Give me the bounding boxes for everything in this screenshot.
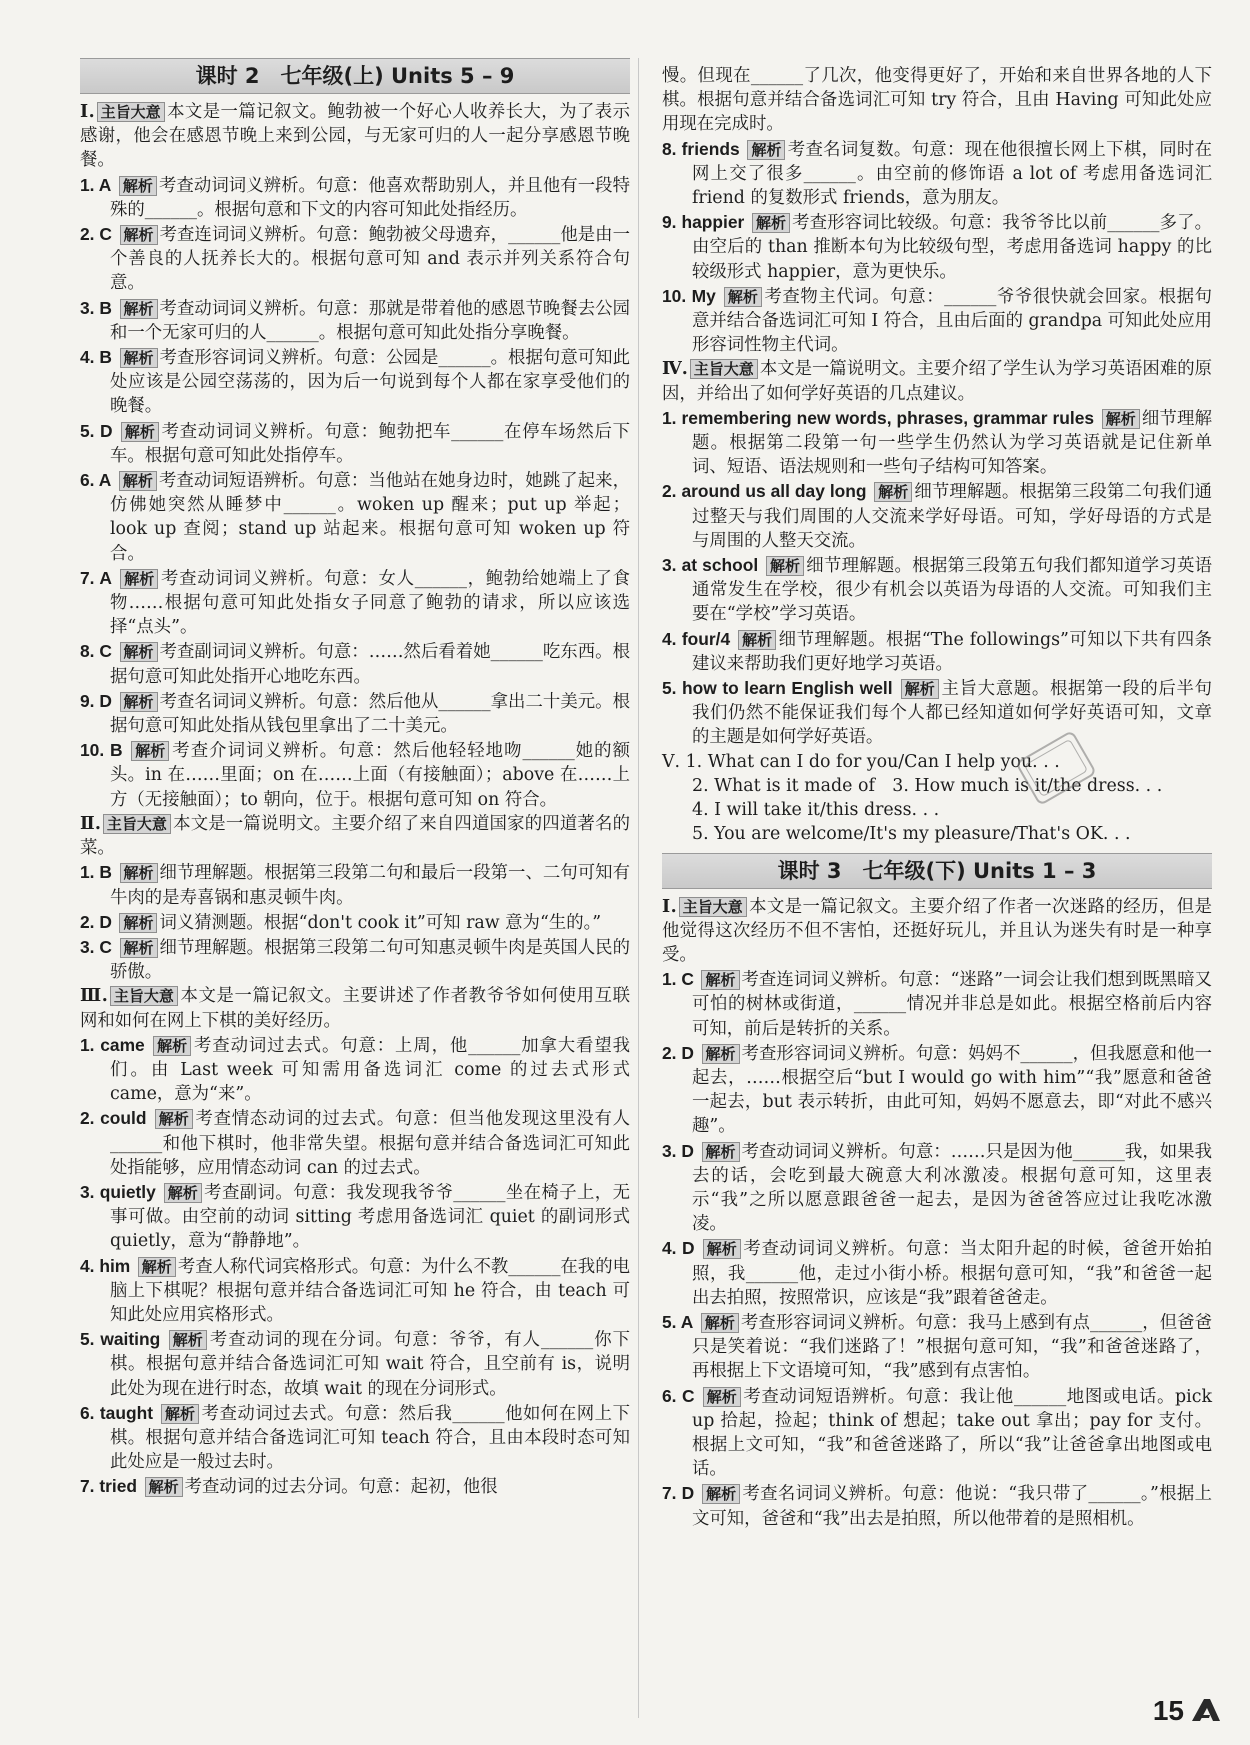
tag-label: 解析: [702, 1484, 740, 1504]
section-text: 本文是一篇说明文。主要介绍了学生认为学习英语困难的原因，并给出了如何学好英语的几点建议。: [662, 359, 1212, 404]
section-roman: Ⅳ.: [662, 359, 688, 380]
answer-explanation: 考查情态动词的过去式。句意：但当他发现这里没有人______和他下棋时，他非常失望。根据句意并结合备选词汇可知此处指能够，应用情态动词 can 的过去式。: [110, 1109, 630, 1178]
tag-label: 主旨大意: [690, 359, 758, 379]
column-divider: [638, 58, 639, 1718]
answer-key: 1. C: [662, 969, 694, 990]
answer-key: 1. remembering new words, phrases, grammar rules: [662, 407, 1095, 428]
right-column: [662, 64, 1212, 1531]
tag-label: 解析: [724, 287, 762, 307]
answer-item: [662, 479, 1212, 553]
answer-key: 1. came: [80, 1034, 145, 1055]
answer-explanation: 考查动词词义辨析。句意：鲍勃把车______在停车场然后下车。根据句意可知此处指停车。: [110, 421, 630, 466]
answer-explanation: 考查形容词词义辨析。句意：妈妈不______，但我愿意和他一起去，……根据空后“but I would go with him”“我”愿意和爸爸一起去，but 表示转折，由此可知，妈妈不愿意去，即“对此不感兴趣”。: [692, 1043, 1212, 1137]
answer-explanation: 考查动词词义辨析。句意：女人______，鲍勃给她端上了食物……根据句意可知此处指女子同意了鲍勃的请求，所以应该选择“点头”。: [110, 568, 630, 638]
left-column: [80, 58, 630, 1500]
answer-key: 4. B: [80, 347, 112, 368]
page-number: 15: [1152, 1695, 1184, 1726]
answer-explanation: 考查动词词义辨析。句意：他喜欢帮助别人，并且他有一段特殊的______。根据句意和下文的内容可知此处指经历。: [110, 175, 630, 220]
answer-key: 5. waiting: [80, 1329, 161, 1350]
answer-item: [80, 860, 630, 909]
section-intro: [662, 895, 1212, 968]
answer-explanation: 考查动词词义辨析。句意：那就是带着他的感恩节晚餐去公园和一个无家可归的人______。根据句意可知此处指分享晚餐。: [110, 298, 630, 343]
answer-key: 7. D: [662, 1483, 695, 1504]
tag-label: 解析: [703, 1239, 741, 1259]
answer-explanation: 细节理解题。根据第三段第二句可知惠灵顿牛肉是英国人民的骄傲。: [110, 937, 630, 983]
section-roman: Ⅱ.: [80, 813, 101, 834]
tag-label: 解析: [703, 1387, 741, 1407]
brand-triangle-icon: [1190, 1697, 1222, 1723]
tag-label: 主旨大意: [97, 102, 165, 122]
answer-explanation: 考查形容词比较级。句意：我爷爷比以前______多了。由空后的 than 推断本句为比较级句型，考虑用备选词 happy 的比较级形式 happier，意为更快乐。: [692, 213, 1212, 282]
answer-item: [662, 676, 1212, 750]
answer-explanation: 考查名词词义辨析。句意：然后他从______拿出二十美元。根据句意可知此处指从钱包里拿出了二十美元。: [110, 691, 630, 737]
tag-label: 解析: [874, 482, 912, 502]
answer-key: 9. happier: [662, 212, 745, 233]
answer-key: 3. C: [80, 936, 112, 957]
tag-label: 解析: [138, 1257, 176, 1277]
tag-label: 解析: [120, 938, 158, 958]
answer-item: [80, 1327, 630, 1401]
answer-key: 6. A: [80, 470, 112, 491]
dialogue-answer-line: 5. You are welcome/It's my pleasure/That's OK. . .: [692, 824, 1131, 845]
answer-explanation: 考查介词词义辨析。句意：然后他轻轻地吻______她的额头。in 在……里面；on 在……上面（有接触面）；above 在……上方（无接触面）；to 朝向，位于。根据句意可知 on 符合。: [110, 741, 630, 810]
answer-explanation: 考查动词过去式。句意：上周，他______加拿大看望我们。由 Last week 可知需用备选词汇 come 的过去式形式 came，意为“来”。: [110, 1035, 630, 1105]
answer-key: 5. D: [80, 420, 113, 441]
section-text: 本文是一篇记叙文。鲍勃被一个好心人收养长大，为了表示感谢，他会在感恩节晚上来到公园，与无家可归的人一起分享感恩节晚餐。: [80, 102, 630, 171]
answer-key: 6. taught: [80, 1402, 153, 1423]
answer-explanation: 考查动词短语辨析。句意：当他站在她身边时，她跳了起来，仿佛她突然从睡梦中______。woken up 醒来；put up 举起；look up 查阅；stand up 站起来。根据句意可知 woken up 符合。: [110, 471, 630, 564]
dialogue-answer-line: 2. What is it made of 3. How much is it/the dress. . .: [692, 775, 1163, 796]
answer-key: 2. D: [80, 911, 112, 932]
section-roman: Ⅰ.: [80, 102, 95, 122]
answer-explanation: 考查物主代词。句意：______爷爷很快就会回家。根据句意并结合备选词汇可知 I 符合，且由后面的 grandpa 可知此处应用形容词性物主代词。: [692, 286, 1213, 356]
answer-key: 10. My: [662, 285, 716, 306]
answer-item: [80, 566, 630, 640]
answer-item: [80, 1254, 630, 1328]
answer-key: 4. four/4: [662, 628, 731, 649]
answer-item: [662, 627, 1212, 676]
answer-item: [80, 345, 630, 419]
answer-key: 7. tried: [80, 1476, 138, 1497]
tag-label: 解析: [120, 569, 158, 589]
answer-key: 5. A: [662, 1311, 694, 1332]
section-intro: [80, 100, 630, 173]
section-text: 本文是一篇说明文。主要介绍了来自四道国家的四道著名的菜。: [80, 813, 630, 859]
answer-key: 3. D: [662, 1140, 694, 1161]
tag-label: 解析: [901, 679, 939, 699]
tag-label: 主旨大意: [679, 897, 747, 917]
tag-label: 解析: [120, 863, 158, 883]
tag-label: 解析: [121, 422, 159, 442]
answer-key: 10. B: [80, 740, 123, 761]
answer-item: [80, 419, 630, 468]
answer-key: 2. could: [80, 1108, 147, 1129]
tag-label: 解析: [169, 1330, 207, 1350]
answer-explanation: 考查人称代词宾格形式。句意：为什么不教______在我的电脑上下棋呢？根据句意并结合备选词汇可知 he 符合，由 teach 可知此处应用宾格形式。: [110, 1256, 630, 1325]
answer-key: 1. B: [80, 862, 112, 883]
answer-item: [662, 967, 1212, 1041]
answer-explanation: 考查副词。句意：我发现我爷爷______坐在椅子上，无事可做。由空前的动词 sitting 考虑用备选词汇 quiet 的副词形式 quietly，意为“静静地”。: [110, 1182, 630, 1252]
section-intro: [80, 812, 630, 860]
tag-label: 解析: [164, 1183, 202, 1203]
tag-label: 解析: [131, 741, 169, 761]
answer-explanation: 考查连词词义辨析。句意：鲍勃被父母遗弃，______他是由一个善良的人抚养长大的。根据句意可知 and 表示并列关系符合句意。: [110, 225, 630, 294]
answer-key: 8. C: [80, 641, 112, 662]
answer-explanation: 考查动词过去式。句意：然后我______他如何在网上下棋。根据句意并结合备选词汇可知 teach 符合，且由本段时态可知此处应是一般过去时。: [110, 1403, 630, 1473]
answer-item: [80, 639, 630, 688]
answer-explanation: 考查动词的过去分词。句意：起初，他很: [184, 1477, 498, 1498]
tag-label: 解析: [120, 225, 158, 245]
answer-key: 3. quietly: [80, 1181, 156, 1202]
tag-label: 解析: [701, 1313, 739, 1333]
answer-item: [662, 210, 1212, 284]
answer-key: 8. friends: [662, 138, 740, 159]
tag-label: 解析: [161, 1404, 199, 1424]
answer-item: [80, 910, 630, 935]
tag-label: 解析: [701, 970, 739, 990]
answer-explanation: 考查动词词义辨析。句意：……只是因为他______我，如果我去的话，会吃到最大碗意大利冰激凌。根据句意可知，这里表示“我”之所以愿意跟爸爸一起去，是因为爸爸答应过让我吃冰激凌。: [692, 1141, 1212, 1235]
tag-label: 解析: [120, 348, 158, 368]
tag-label: 解析: [119, 176, 157, 196]
tag-label: 主旨大意: [103, 814, 171, 834]
answer-key: 5. how to learn English well: [662, 678, 893, 699]
dialogue-answer-line: Ⅴ. 1. What can I do for you/Can I help you. . .: [662, 751, 1060, 772]
answer-item: [662, 1041, 1212, 1139]
answer-key: 4. him: [80, 1255, 131, 1276]
answer-explanation: 考查动词词义辨析。句意：当太阳升起的时候，爸爸开始拍照，我______他，走过小街小桥。根据句意可知，“我”和爸爸一起出去拍照，按照常识，应该是“我”跟着爸爸走。: [692, 1239, 1212, 1308]
tag-label: 解析: [119, 471, 157, 491]
tag-label: 解析: [766, 556, 804, 576]
answer-item: [662, 1236, 1212, 1310]
answer-key: 2. around us all day long: [662, 481, 867, 502]
tag-label: 解析: [702, 1142, 740, 1162]
answer-explanation: 考查形容词词义辨析。句意：我马上感到有点______，但爸爸只是笑着说：“我们迷路了！”根据句意可知，“我”和爸爸迷路了，再根据上下文语境可知，“我”感到有点害怕。: [692, 1312, 1212, 1382]
answer-explanation: 词义猜测题。根据“don't cook it”可知 raw 意为“生的。”: [159, 912, 602, 933]
answer-item: [662, 553, 1212, 627]
answer-item: [80, 935, 630, 984]
answer-key: 2. D: [662, 1042, 694, 1063]
tag-label: 解析: [702, 1044, 740, 1064]
tag-label: 解析: [145, 1477, 183, 1497]
tag-label: 解析: [747, 140, 785, 160]
section-intro: [662, 357, 1212, 405]
answer-key: 4. D: [662, 1238, 695, 1259]
section-text: 本文是一篇记叙文。主要介绍了作者一次迷路的经历，但是他觉得这次经历不但不害怕，还挺好玩儿，并且认为迷失有时是一种享受。: [662, 896, 1212, 965]
answer-item: [662, 1384, 1212, 1482]
tag-label: 主旨大意: [110, 986, 178, 1006]
answer-item: [662, 1139, 1212, 1237]
answer-item: [80, 296, 630, 345]
answer-explanation: 细节理解题。根据第二段第一句一些学生仍然认为学习英语就是记住新单词、短语、语法规则和一些句子结构可知答案。: [692, 408, 1212, 478]
tag-label: 解析: [120, 642, 158, 662]
answer-explanation: 考查连词词义辨析。句意：“迷路”一词会让我们想到既黑暗又可怕的树林或街道，______情况并非总是如此。根据空格前后内容可知，前后是转折的关系。: [692, 970, 1212, 1039]
tag-label: 解析: [119, 913, 157, 933]
answer-item: [80, 1106, 630, 1180]
tag-label: 解析: [155, 1109, 193, 1129]
tag-label: 解析: [120, 299, 158, 319]
section-heading: 课时 2 七年级(上) Units 5 – 9: [80, 58, 630, 94]
answer-key: 3. at school: [662, 555, 759, 576]
continuation-text: 慢。但现在______了几次，他变得更好了，开始和来自世界各地的人下棋。根据句意并结合备选词汇可知 try 符合，且由 Having 可知此处应用现在完成时。: [662, 66, 1212, 135]
section-text: 本文是一篇记叙文。主要讲述了作者教爷爷如何使用互联网和如何在网上下棋的美好经历。: [80, 986, 630, 1031]
answer-item: [80, 1033, 630, 1107]
answer-key: 9. D: [80, 690, 112, 711]
answer-explanation: 考查名词词义辨析。句意：他说：“我只带了______。”根据上文可知，爸爸和“我”出去是拍照，所以他带着的是照相机。: [692, 1484, 1212, 1529]
answer-item: [80, 738, 630, 812]
answer-explanation: 考查动词短语辨析。句意：我让他______地图或电话。pick up 拾起，捡起；think of 想起；take out 拿出；pay for 支付。根据上文可知，“我”和爸爸迷路了，所以“我”让爸爸拿出地图或电话。: [692, 1386, 1212, 1480]
answer-item: [662, 1310, 1212, 1384]
answer-explanation: 考查动词的现在分词。句意：爷爷，有人______你下棋。根据句意并结合备选词汇可知 wait 符合，且空前有 is，说明此处为现在进行时态，故填 wait 的现在分词形式。: [110, 1330, 630, 1399]
answer-item: [80, 1180, 630, 1254]
answer-key: 6. C: [662, 1385, 695, 1406]
answer-explanation: 主旨大意题。根据第一段的后半句我们仍然不能保证我们每个人都已经知道如何学好英语可知，文章的主题是如何学好英语。: [692, 679, 1212, 748]
answer-explanation: 细节理解题。根据第三段第二句和最后一段第一、二句可知有牛肉的是寿喜锅和惠灵顿牛肉。: [110, 863, 630, 908]
answer-item: [80, 1401, 630, 1475]
answer-explanation: 考查副词词义辨析。句意：……然后看着她______吃东西。根据句意可知此处指开心地吃东西。: [110, 642, 630, 687]
answer-key: 7. A: [80, 567, 112, 588]
section-roman: Ⅰ.: [662, 896, 677, 917]
answer-item: [80, 689, 630, 738]
answer-item: [662, 284, 1212, 358]
answer-explanation: 细节理解题。根据第三段第二句我们通过整天与我们周围的人交流来学好母语。可知，学好母语的方式是与周围的人整天交流。: [692, 482, 1212, 551]
answer-explanation: 考查形容词词义辨析。句意：公园是______。根据句意可知此处应该是公园空荡荡的，因为后一句说到每个人都在家享受他们的晚餐。: [110, 348, 630, 417]
section-heading: 课时 3 七年级(下) Units 1 – 3: [662, 853, 1212, 889]
tag-label: 解析: [120, 692, 158, 712]
section-roman: Ⅲ.: [80, 986, 108, 1007]
tag-label: 解析: [153, 1036, 191, 1056]
answer-explanation: 考查名词复数。句意：现在他很擅长网上下棋，同时在网上交了很多______。由空前的修饰语 a lot of 考虑用备选词汇 friend 的复数形式 friends，意为朋友。: [692, 139, 1212, 209]
tag-label: 解析: [752, 213, 790, 233]
answer-key: 1. A: [80, 174, 112, 195]
tag-label: 解析: [1102, 409, 1140, 429]
answer-item: [80, 468, 630, 566]
section-intro: [80, 984, 630, 1032]
answer-item: [80, 1474, 630, 1499]
tag-label: 解析: [738, 630, 776, 650]
answer-key: 3. B: [80, 297, 112, 318]
answer-item: [80, 173, 630, 222]
answer-item: [80, 222, 630, 296]
answer-key: 2. C: [80, 224, 112, 245]
answer-explanation: 细节理解题。根据第三段第五句我们都知道学习英语通常发生在学校，很少有机会以英语为母语的人交流。可知我们主要在“学校”学习英语。: [692, 556, 1212, 625]
answer-explanation: 细节理解题。根据“The followings”可知以下共有四条建议来帮助我们更好地学习英语。: [692, 629, 1212, 674]
answer-item: [662, 1481, 1212, 1530]
answer-item: [662, 406, 1212, 480]
answer-item: [662, 137, 1212, 211]
seal-stamp-icon: [1010, 722, 1102, 814]
dialogue-answer-line: 4. I will take it/this dress. . .: [692, 800, 940, 821]
